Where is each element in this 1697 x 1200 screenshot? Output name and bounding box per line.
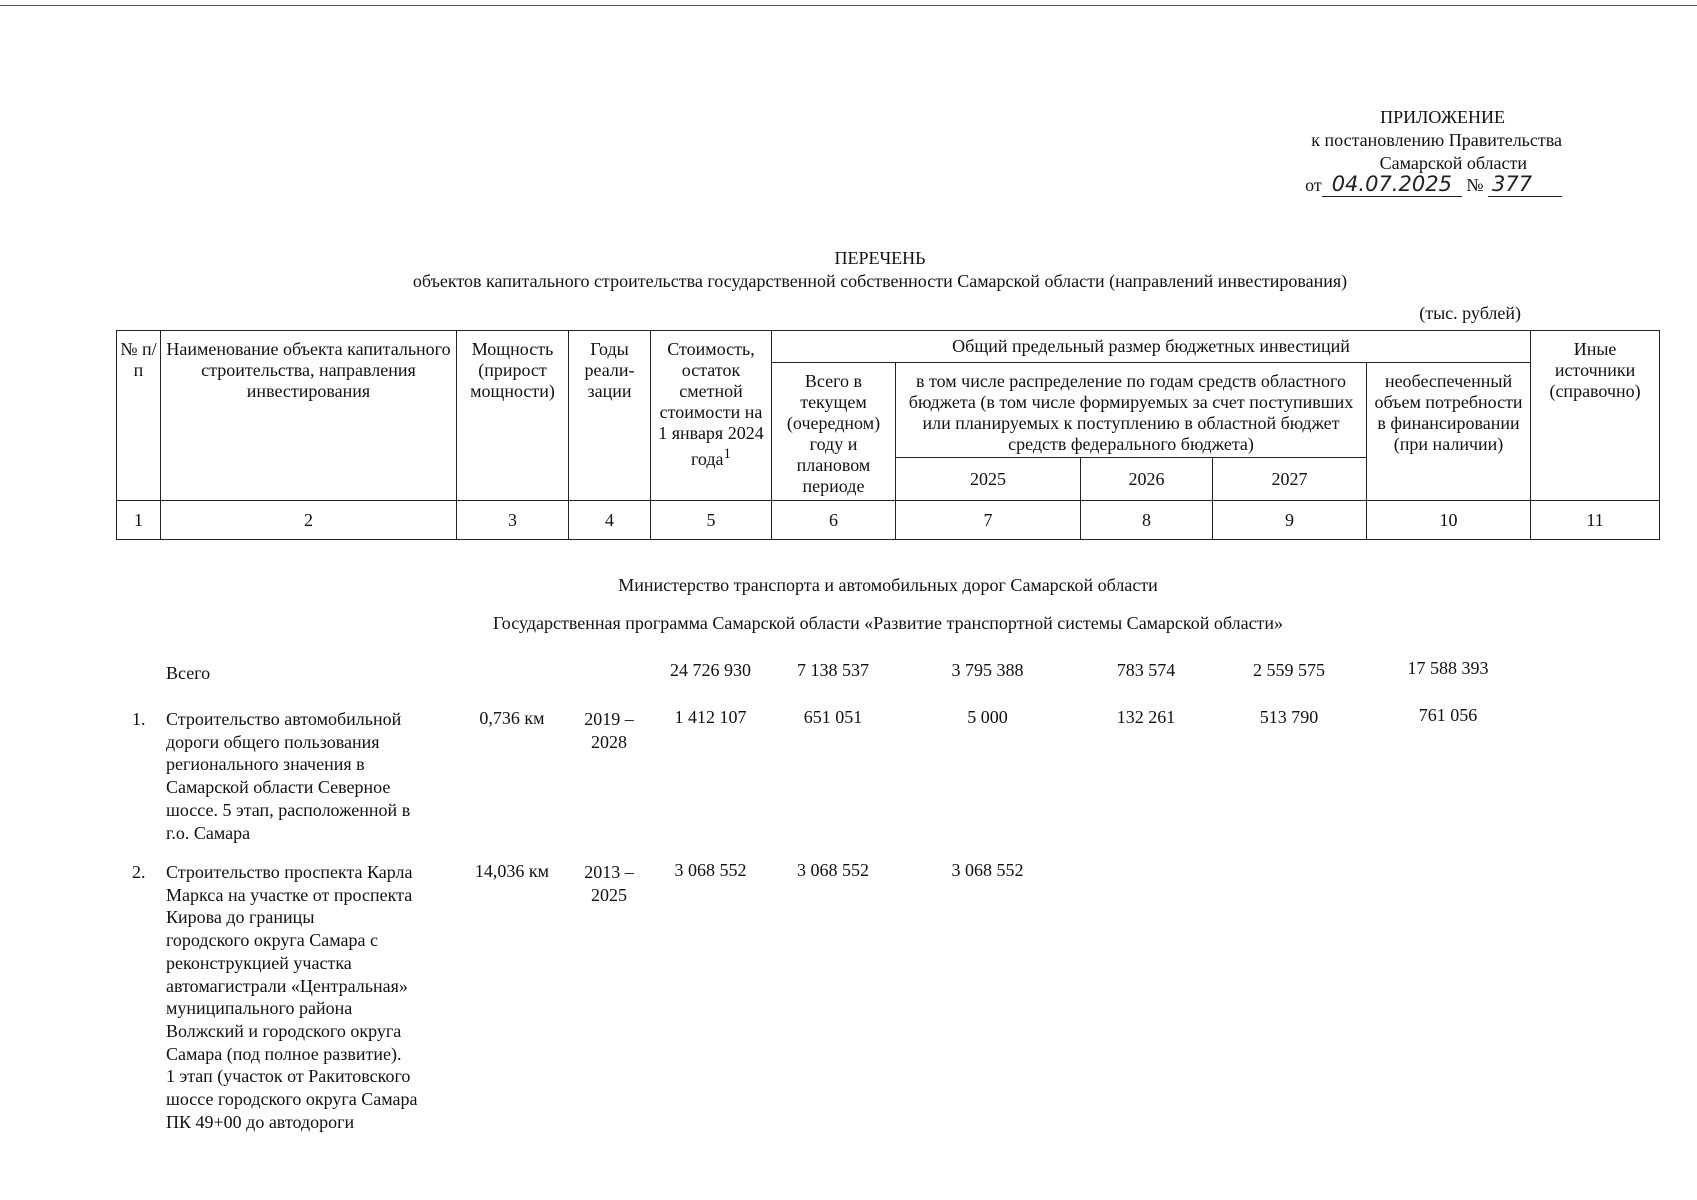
header-year-2025: 2025 — [896, 458, 1081, 501]
column-number: 1 — [117, 501, 161, 540]
header-num: № п/п — [117, 331, 161, 501]
column-number: 8 — [1081, 501, 1213, 540]
unit-note: (тыс. рублей) — [1419, 303, 1521, 323]
column-number: 7 — [896, 501, 1081, 540]
row-name-line: 1 этап (участок от Ракитовского — [166, 1066, 411, 1087]
row-total: 3 068 552 — [797, 860, 869, 880]
row-capacity: 0,736 км — [479, 708, 545, 728]
row-name — [166, 708, 410, 844]
header-years: Годы реали-зации — [569, 331, 651, 501]
total-cost: 24 726 930 — [670, 660, 751, 680]
row-2026: 132 261 — [1116, 707, 1176, 727]
row-years-line: 2028 — [591, 731, 627, 752]
program-heading: Государственная программа Самарской области «Развитие транспортной системы Самарской области» — [492, 613, 1284, 633]
row-name-line: Самарской области Северное — [166, 777, 391, 798]
row-name-line: шоссе городского округа Самара — [166, 1089, 418, 1110]
total-unsecured: 17 588 393 — [1407, 658, 1489, 678]
row-2027: 513 790 — [1259, 707, 1319, 727]
column-number: 10 — [1367, 501, 1531, 540]
column-number: 5 — [651, 501, 772, 540]
header-name: Наименование объекта капитального строительства, направления инвестирования — [161, 331, 457, 501]
appendix-block — [1305, 106, 1562, 197]
appendix-line-2: к постановлению Правительства — [1311, 130, 1562, 150]
row-name — [166, 861, 417, 1133]
total-2025: 3 795 388 — [951, 660, 1024, 680]
appendix-line-3: Самарской области — [1379, 153, 1527, 173]
row-name-line: Маркса на участке от проспекта — [166, 884, 413, 905]
row-unsecured: 761 056 — [1418, 705, 1478, 725]
total-current: 7 138 537 — [797, 660, 869, 680]
row-name-line: регионального значения в — [166, 754, 365, 775]
row-name-line: Строительство проспекта Карла — [166, 862, 413, 882]
row-years-line: 2025 — [591, 884, 627, 905]
document-title-block — [0, 247, 1697, 293]
row-years-line: 2013 – — [584, 862, 634, 882]
column-number: 9 — [1213, 501, 1367, 540]
row-years — [568, 708, 650, 753]
row-total: 651 051 — [803, 707, 863, 727]
document-subtitle: объектов капитального строительства государственной собственности Самарской области (направлений инвестирования) — [412, 271, 1348, 291]
top-rule — [0, 5, 1697, 6]
appendix-title: ПРИЛОЖЕНИЕ — [1380, 107, 1505, 127]
date-prefix: от — [1305, 175, 1322, 195]
total-2026: 783 574 — [1116, 660, 1176, 680]
row-cost: 3 068 552 — [674, 860, 747, 880]
header-unsecured: необеспеченный объем потребности в финансировании (при наличии) — [1367, 363, 1531, 501]
column-number: 6 — [772, 501, 896, 540]
handwritten-date: 04.07.2025 — [1322, 173, 1462, 197]
row-2025: 5 000 — [967, 707, 1008, 727]
header-capacity: Мощность (прирост мощности) — [457, 331, 569, 501]
appendix-date-row — [1305, 173, 1562, 197]
column-number: 2 — [161, 501, 457, 540]
header-year-2026: 2026 — [1081, 458, 1213, 501]
header-cost-footnote: 1 — [723, 446, 732, 462]
total-2027: 2 559 575 — [1253, 660, 1325, 680]
row-name-line: городского округа Самара с — [166, 930, 378, 951]
handwritten-number: 377 — [1488, 173, 1562, 197]
header-cost-text: Стоимость, остаток сметной стоимости на 1 января 2024 года — [658, 339, 764, 469]
row-name-line: Кирова до границы — [166, 907, 315, 928]
column-number: 11 — [1531, 501, 1660, 540]
row-number: 2. — [132, 862, 146, 882]
row-name-line: шоссе. 5 этап, расположенной в — [166, 799, 411, 820]
header-cost — [651, 331, 772, 501]
document-title: ПЕРЕЧЕНЬ — [834, 248, 926, 268]
ministry-heading: Министерство транспорта и автомобильных дорог Самарской области — [618, 575, 1158, 595]
row-number: 1. — [132, 709, 146, 729]
row-name-line: Строительство автомобильной — [166, 709, 402, 729]
column-number: 3 — [457, 501, 569, 540]
header-total-group: Общий предельный размер бюджетных инвестиций — [772, 331, 1531, 363]
row-2025: 3 068 552 — [951, 860, 1024, 880]
row-cost: 1 412 107 — [674, 707, 747, 727]
row-name-line: муниципального района — [166, 998, 353, 1019]
header-table — [116, 330, 1660, 540]
row-name-line: реконструкцией участка — [166, 952, 352, 973]
row-capacity: 14,036 км — [474, 861, 550, 881]
row-years-line: 2019 – — [584, 709, 634, 729]
header-other: Иные источники (справочно) — [1531, 331, 1660, 501]
header-year-2027: 2027 — [1213, 458, 1367, 501]
header-total-current: Всего в текущем (очередном) году и плановом периоде — [772, 363, 896, 501]
row-name-line: Самара (под полное развитие). — [166, 1043, 402, 1064]
row-name-line: дороги общего пользования — [166, 731, 380, 752]
row-name-line: г.о. Самара — [166, 822, 251, 843]
number-prefix: № — [1466, 175, 1484, 195]
row-name-line: автомагистрали «Центральная» — [166, 975, 408, 996]
header-by-years: в том числе распределение по годам средств областного бюджета (в том числе формируемых за счет поступивших или планируемых к поступлению в областной бюджет средств федерального бюджета) — [896, 363, 1367, 458]
row-years — [568, 861, 650, 906]
row-name-line: Волжский и городского округа — [166, 1020, 402, 1041]
row-name-line: ПК 49+00 до автодороги — [166, 1111, 355, 1132]
column-number: 4 — [569, 501, 651, 540]
total-label: Всего — [166, 663, 211, 683]
